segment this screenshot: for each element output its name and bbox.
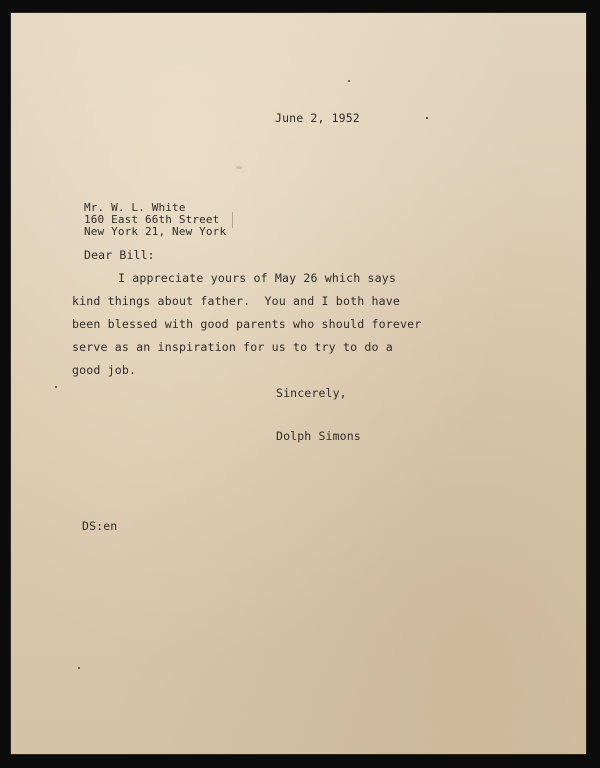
recipient-street: 160 East 66th Street: [84, 213, 220, 226]
paper-speck: [426, 117, 428, 119]
paper-speck: [348, 80, 350, 82]
letter-date: June 2, 1952: [275, 111, 360, 125]
paper-crease: [232, 212, 233, 228]
body-line: serve as an inspiration for us to try to do a: [72, 340, 393, 354]
recipient-name: Mr. W. L. White: [84, 201, 186, 214]
letter-page: [10, 12, 587, 755]
paper-speck: [78, 667, 80, 669]
recipient-city: New York 21, New York: [84, 225, 227, 238]
typist-initials: DS:en: [82, 519, 118, 533]
body-line: been blessed with good parents who should forever: [72, 317, 422, 331]
body-line: good job.: [72, 363, 137, 377]
salutation: Dear Bill:: [84, 248, 155, 262]
closing: Sincerely,: [276, 386, 347, 400]
signer-name: Dolph Simons: [276, 429, 361, 443]
paper-speck: [55, 386, 57, 388]
paper-smudge: [236, 166, 242, 169]
body-line: I appreciate yours of May 26 which says: [118, 271, 397, 285]
body-line: kind things about father. You and I both have: [72, 294, 400, 308]
